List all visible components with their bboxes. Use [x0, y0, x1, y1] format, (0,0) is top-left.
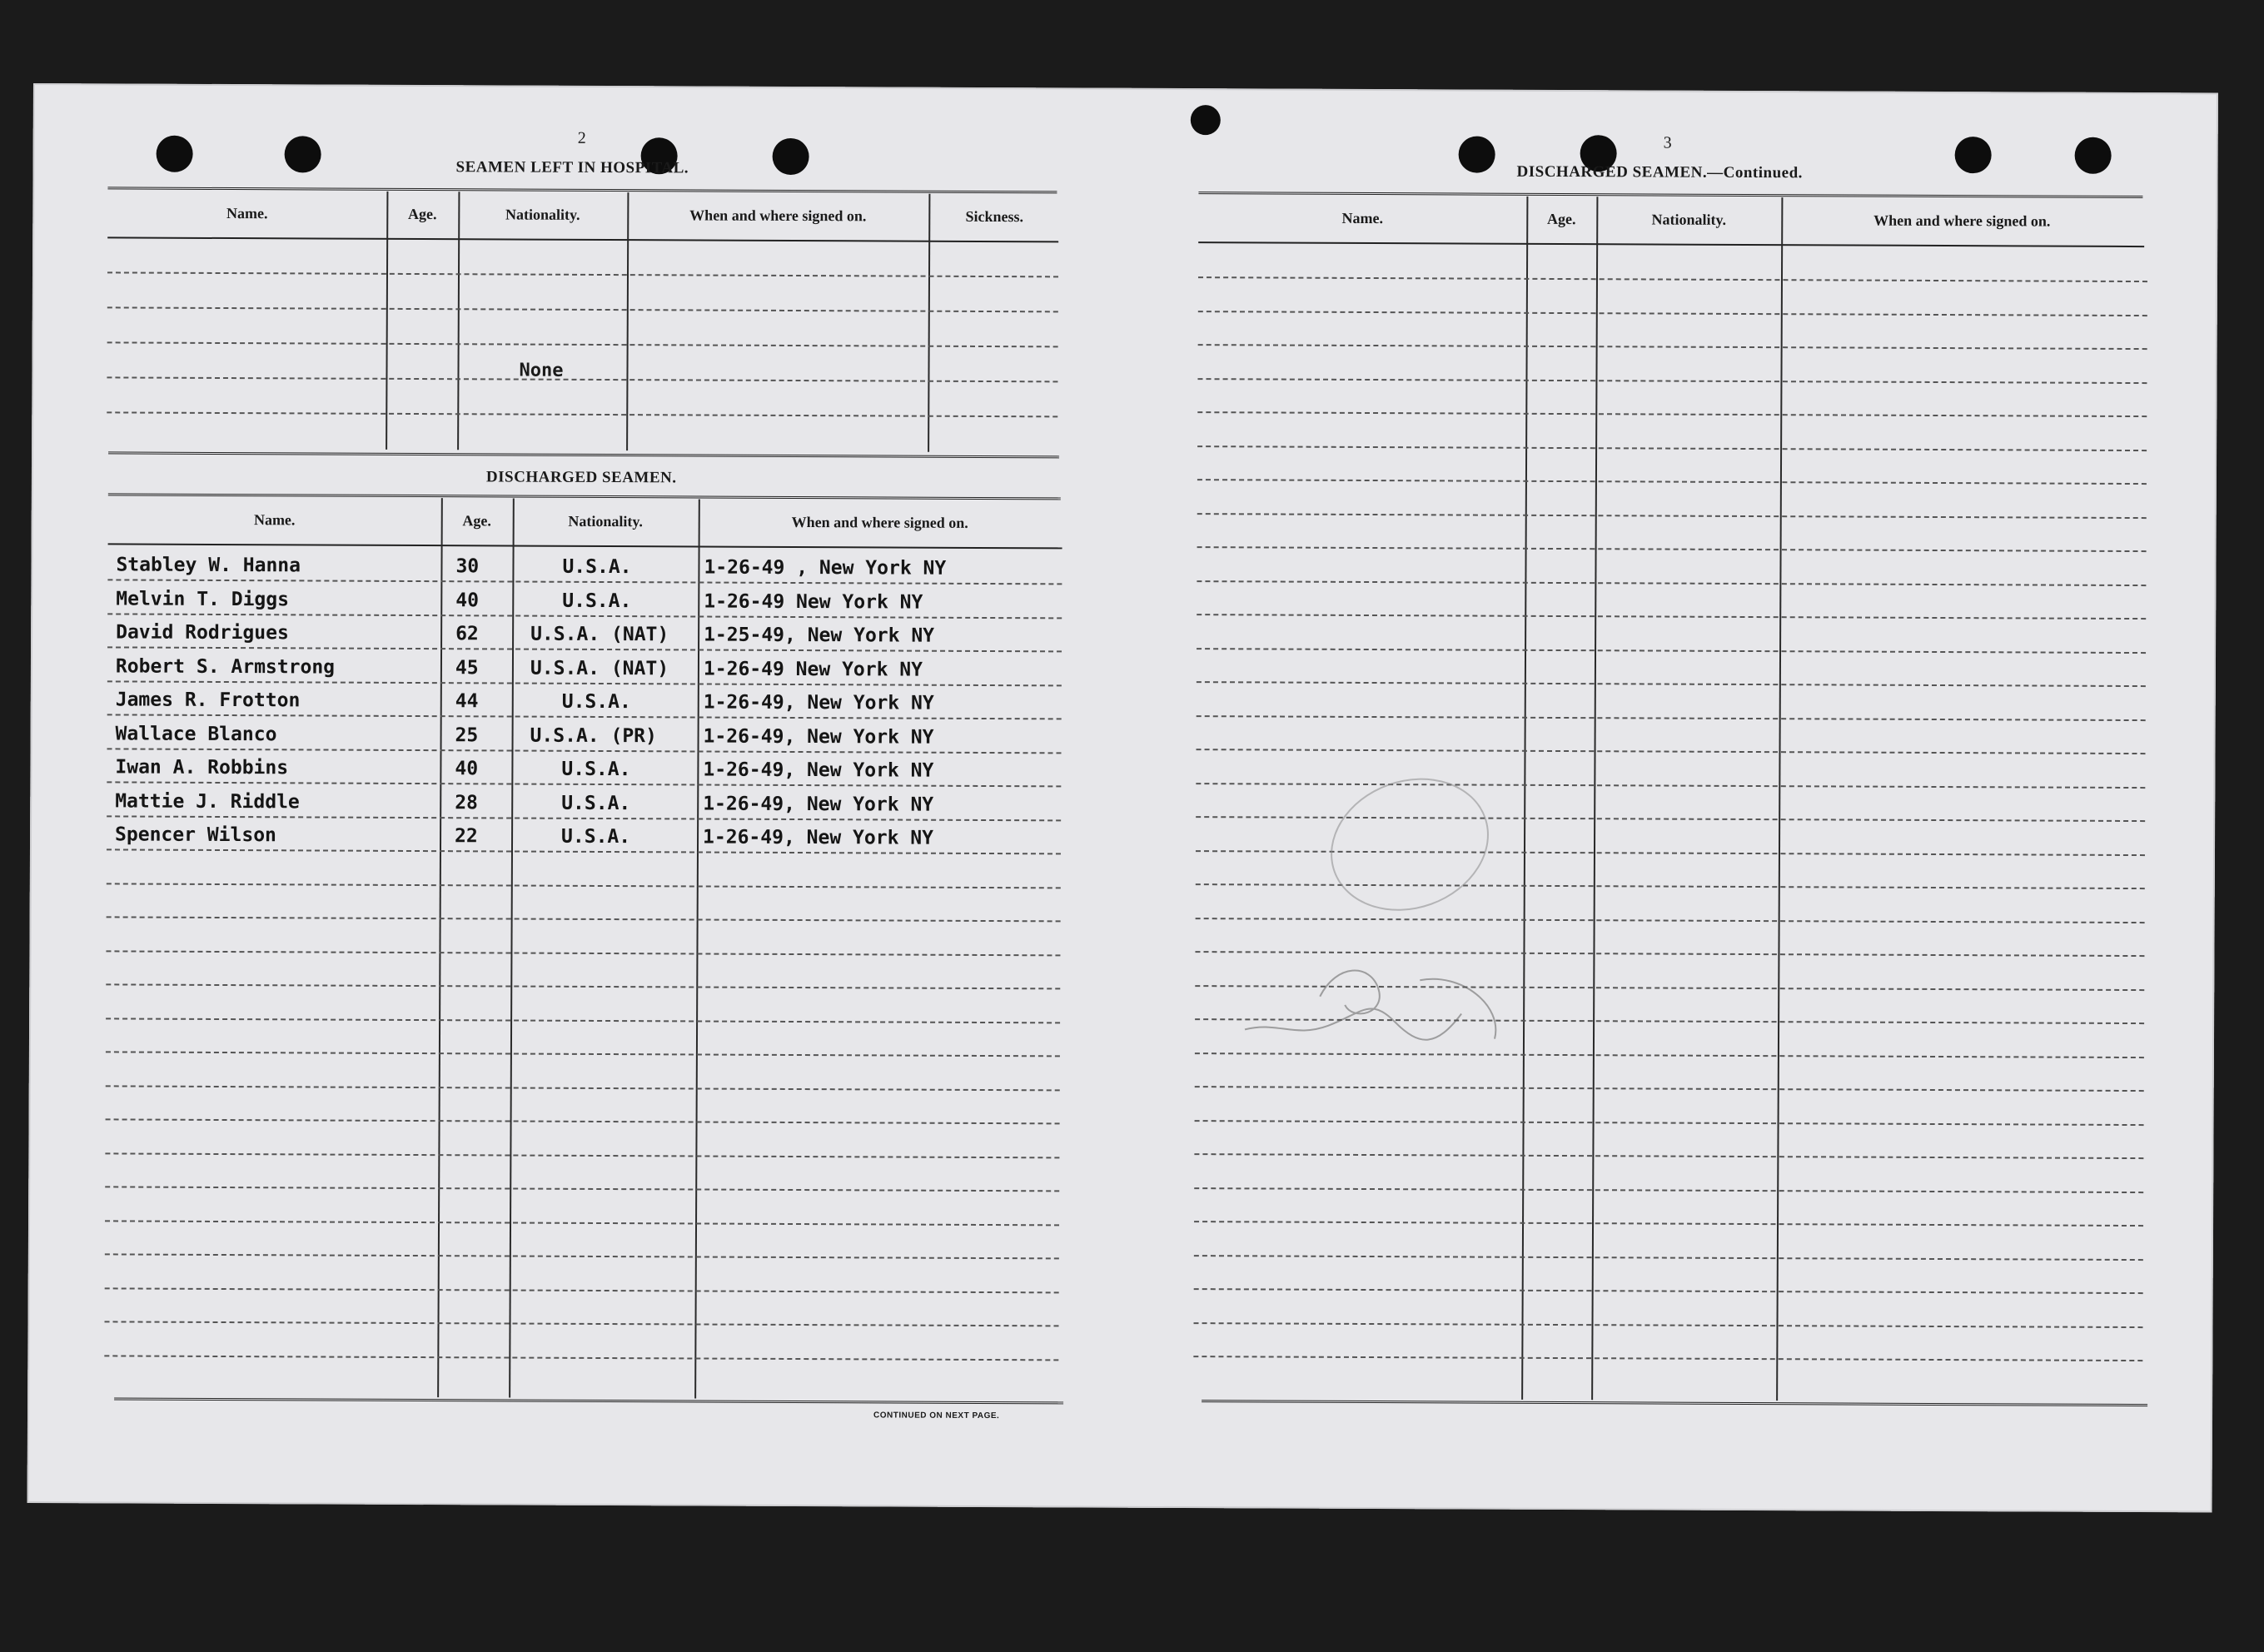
column-divider — [386, 192, 388, 450]
seaman-signed-on: 1-26-49, New York NY — [703, 793, 934, 816]
ruled-line — [1197, 546, 2147, 552]
ruled-line — [1194, 1288, 2143, 1294]
ruled-line — [1194, 1221, 2143, 1227]
hospital-header-sickness: Sickness. — [965, 207, 1024, 226]
ruled-line — [107, 376, 1057, 382]
seaman-nationality: U.S.A. — [561, 758, 631, 781]
discharged-header-name: Name. — [253, 511, 296, 529]
ruled-line — [1197, 479, 2147, 485]
ruled-line — [107, 680, 1062, 686]
ruled-line — [105, 1253, 1059, 1259]
seaman-nationality: U.S.A. — [561, 825, 631, 848]
seaman-nationality: U.S.A. — [562, 590, 632, 612]
rule — [108, 493, 1061, 503]
column-divider — [509, 499, 515, 1398]
document-sheet — [27, 83, 2218, 1512]
hospital-none-entry: None — [519, 360, 564, 381]
ruled-line — [107, 848, 1061, 854]
seaman-nationality: U.S.A. — [561, 690, 631, 714]
seaman-signed-on: 1-25-49, New York NY — [704, 624, 935, 647]
ruled-line — [1196, 883, 2145, 889]
ruled-line — [1196, 918, 2145, 923]
column-divider — [1591, 197, 1598, 1400]
signature-mark — [1228, 946, 1512, 1055]
column-divider — [626, 192, 629, 450]
hospital-ruled-lines — [33, 83, 2218, 92]
ruled-line — [107, 883, 1061, 888]
ruled-line — [1196, 816, 2145, 822]
ruled-line — [107, 271, 1058, 277]
continued-header-name: Name. — [1341, 209, 1384, 227]
ruled-line — [104, 1355, 1058, 1361]
ruled-line — [1197, 681, 2146, 687]
rule — [1198, 192, 2142, 202]
rule — [114, 1397, 1063, 1407]
page-number-left: 2 — [577, 128, 586, 147]
ruled-line — [105, 1287, 1059, 1293]
seaman-signed-on: 1-26-49, New York NY — [703, 725, 934, 749]
continued-header-age: Age. — [1547, 210, 1576, 228]
seaman-nationality: U.S.A. — [562, 555, 632, 579]
ruled-line — [105, 1321, 1059, 1326]
ruled-line — [1195, 1120, 2144, 1126]
seaman-age: 25 — [455, 724, 479, 746]
seaman-age: 40 — [455, 758, 479, 780]
ruled-line — [107, 748, 1062, 754]
ruled-line — [106, 1118, 1060, 1124]
ruled-line — [1198, 311, 2147, 316]
rule — [108, 451, 1059, 461]
ruled-line — [107, 579, 1062, 585]
continued-ruled-lines — [33, 83, 2218, 92]
column-divider — [694, 499, 700, 1398]
ruled-line — [1198, 276, 2147, 282]
column-divider — [1776, 197, 1783, 1401]
seaman-name: Iwan A. Robbins — [115, 756, 289, 779]
seaman-signed-on: 1-26-49, New York NY — [702, 826, 934, 849]
seaman-age: 62 — [455, 623, 479, 645]
seaman-name: Mattie J. Riddle — [115, 789, 300, 813]
seaman-signed-on: 1-26-49, New York NY — [703, 691, 934, 714]
seaman-name: Melvin T. Diggs — [116, 587, 290, 610]
seaman-name: Spencer Wilson — [115, 824, 276, 847]
rule — [107, 187, 1057, 197]
page-number-right: 3 — [1663, 133, 1672, 152]
seaman-nationality: U.S.A. (PR) — [530, 724, 657, 747]
ruled-line — [107, 714, 1062, 719]
ruled-line — [1197, 580, 2146, 586]
ruled-line — [107, 781, 1061, 787]
rule — [1202, 1400, 2147, 1410]
punch-hole — [157, 136, 193, 172]
ruled-line — [107, 411, 1057, 417]
ruled-line — [1194, 1255, 2143, 1261]
ruled-line — [1197, 648, 2146, 654]
rule — [1198, 241, 2144, 247]
seaman-name: Wallace Blanco — [115, 722, 277, 745]
discharged-header-nationality: Nationality. — [568, 512, 644, 530]
ruled-line — [1194, 1187, 2143, 1193]
seaman-age: 30 — [455, 555, 480, 578]
continued-header-nationality: Nationality. — [1651, 211, 1727, 228]
seaman-signed-on: 1-26-49 New York NY — [704, 590, 923, 614]
seaman-age: 45 — [455, 656, 479, 679]
seaman-name: David Rodrigues — [116, 621, 289, 644]
column-divider — [457, 192, 460, 450]
hospital-header-name: Name. — [226, 205, 268, 222]
punch-hole — [1955, 137, 1992, 173]
ruled-line — [107, 306, 1058, 312]
ruled-line — [106, 1051, 1060, 1057]
discharged-header-age: Age. — [462, 512, 492, 530]
seaman-age: 40 — [455, 589, 480, 611]
ruled-line — [106, 1018, 1060, 1023]
ruled-line — [107, 613, 1062, 619]
discharged-continued-title: DISCHARGED SEAMEN.—Continued. — [1516, 162, 1803, 182]
seaman-name: Robert S. Armstrong — [115, 654, 336, 679]
seaman-name: James R. Frotton — [115, 689, 301, 712]
column-divider — [1521, 197, 1528, 1400]
ruled-line — [1198, 344, 2147, 350]
ruled-line — [1197, 378, 2147, 384]
ruled-line — [1196, 783, 2145, 789]
punch-hole — [773, 138, 809, 175]
ruled-line — [1197, 614, 2146, 620]
ruled-line — [107, 815, 1061, 821]
punch-hole — [1459, 136, 1495, 172]
punch-hole — [285, 136, 321, 172]
rule — [108, 543, 1062, 549]
rule — [107, 236, 1058, 242]
hospital-header-age: Age. — [408, 205, 437, 223]
ruled-line — [106, 1085, 1060, 1091]
ruled-line — [106, 950, 1060, 956]
ruled-line — [107, 341, 1058, 347]
discharged-ruled-lines — [33, 83, 2218, 92]
hospital-header-nationality: Nationality. — [505, 206, 580, 223]
continued-footer: CONTINUED ON NEXT PAGE. — [873, 1411, 1000, 1421]
ruled-line — [105, 1220, 1059, 1226]
column-divider — [928, 194, 930, 452]
seaman-name: Stabley W. Hanna — [116, 554, 301, 577]
ruled-line — [1194, 1153, 2143, 1159]
ruled-line — [1197, 513, 2147, 519]
seaman-nationality: U.S.A. — [561, 792, 631, 814]
ruled-line — [105, 1186, 1059, 1192]
discharged-section-title: DISCHARGED SEAMEN. — [485, 468, 677, 487]
seaman-signed-on: 1-26-49, New York NY — [703, 759, 934, 782]
ruled-line — [1193, 1356, 2142, 1361]
ruled-line — [1197, 445, 2147, 451]
ruled-line — [1195, 1086, 2144, 1092]
ruled-line — [106, 983, 1060, 989]
punch-hole — [1191, 105, 1221, 135]
seaman-age: 28 — [455, 791, 478, 814]
hospital-section-title: SEAMEN LEFT IN HOSPITAL. — [455, 158, 689, 177]
seaman-age: 22 — [455, 825, 478, 848]
ruled-line — [1197, 411, 2147, 417]
seaman-signed-on: 1-26-49 , New York NY — [704, 556, 947, 580]
seaman-age: 44 — [455, 690, 479, 713]
seaman-nationality: U.S.A. (NAT) — [530, 657, 669, 679]
continued-header-signed-on: When and where signed on. — [1873, 211, 2051, 230]
discharged-header-signed-on: When and where signed on. — [791, 513, 968, 531]
hospital-header-signed-on: When and where signed on. — [689, 206, 867, 225]
ruled-line — [105, 1152, 1059, 1158]
ruled-line — [1197, 715, 2146, 721]
seaman-nationality: U.S.A. (NAT) — [530, 623, 669, 646]
punch-hole — [2075, 137, 2112, 174]
seaman-signed-on: 1-26-49 New York NY — [703, 658, 923, 681]
ruled-line — [107, 916, 1061, 922]
column-divider — [437, 498, 443, 1397]
ruled-line — [1197, 749, 2146, 754]
ruled-line — [1194, 1322, 2143, 1328]
ruled-line — [107, 646, 1062, 652]
